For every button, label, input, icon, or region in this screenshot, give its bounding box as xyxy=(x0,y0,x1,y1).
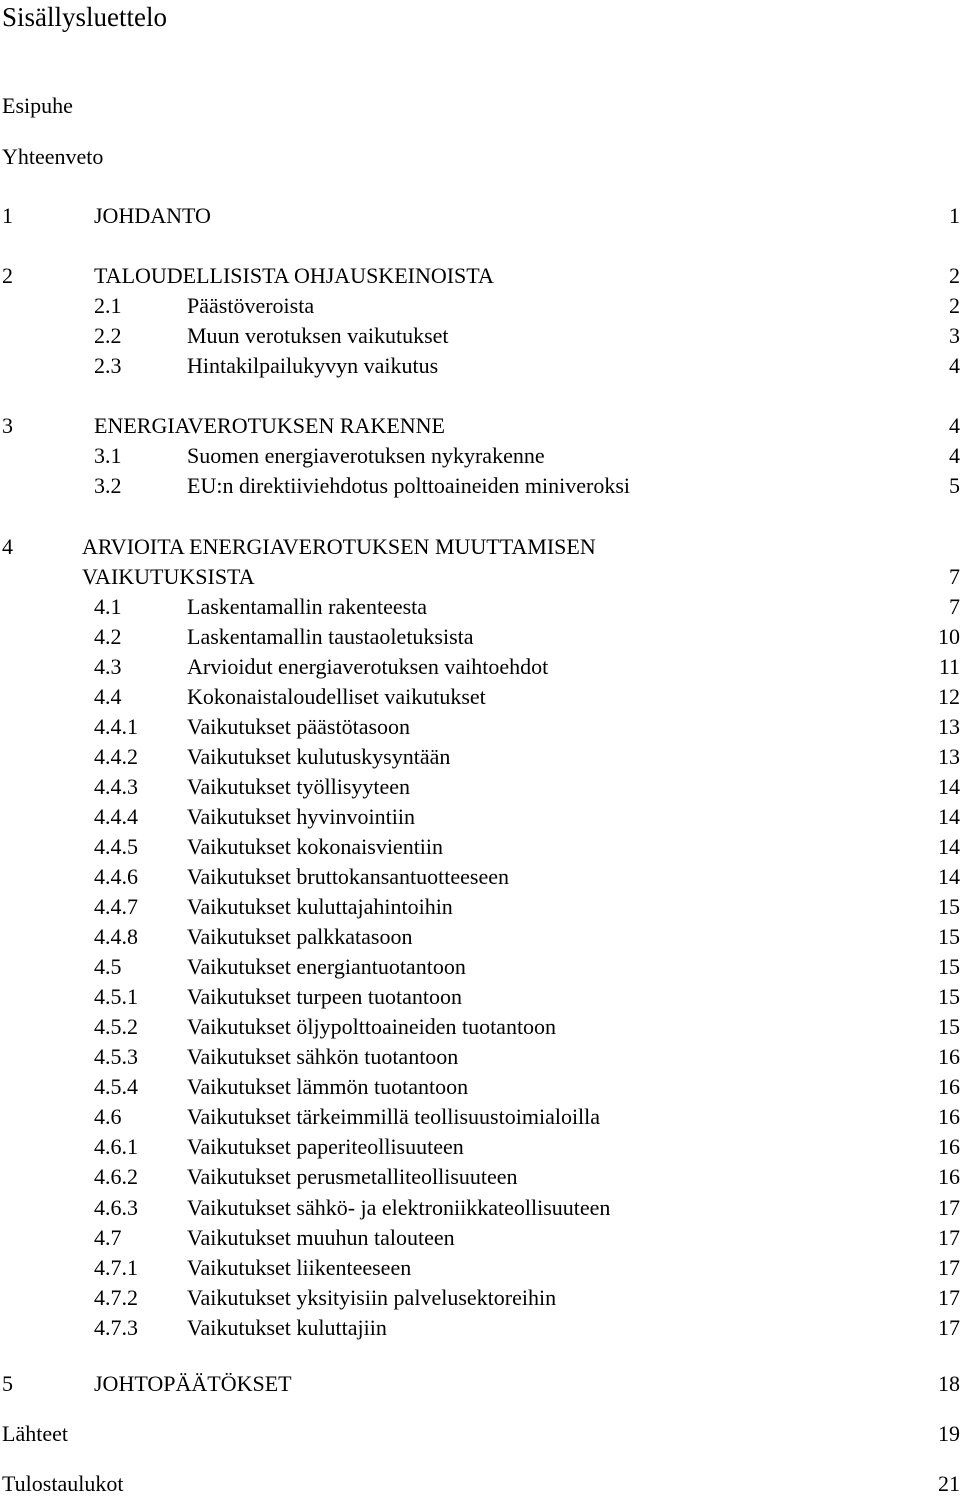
entry-page: 11 xyxy=(938,654,960,679)
entry-title: Kokonaistaloudelliset vaikutukset xyxy=(187,684,486,709)
toc-entry[interactable] xyxy=(0,742,960,772)
toc-front-item[interactable]: Yhteenveto xyxy=(2,144,104,169)
entry-page: 17 xyxy=(938,1285,960,1310)
toc-back-entry[interactable] xyxy=(0,1419,960,1449)
toc-entry[interactable] xyxy=(0,351,960,381)
entry-number: 4.7.2 xyxy=(94,1285,138,1310)
entry-title: Vaikutukset energiantuotantoon xyxy=(187,954,466,979)
entry-number: 4.4.6 xyxy=(94,864,138,889)
entry-number: 3.2 xyxy=(94,473,122,498)
toc-back-entry[interactable] xyxy=(0,1469,960,1499)
entry-page: 7 xyxy=(949,594,960,619)
entry-page: 13 xyxy=(938,744,960,769)
entry-number: 4.6.2 xyxy=(94,1164,138,1189)
entry-title: Vaikutukset perusmetalliteollisuuteen xyxy=(187,1164,518,1189)
entry-number: 2.3 xyxy=(94,353,122,378)
toc-entry[interactable] xyxy=(0,261,960,291)
entry-title: Vaikutukset hyvinvointiin xyxy=(187,804,415,829)
entry-title: Vaikutukset kulutuskysyntään xyxy=(187,744,451,769)
entry-number: 4.4.1 xyxy=(94,714,138,739)
entry-number: 4 xyxy=(2,534,13,559)
entry-title: Vaikutukset bruttokansantuotteeseen xyxy=(187,864,509,889)
entry-number: 4.7.1 xyxy=(94,1255,138,1280)
toc-entry[interactable] xyxy=(0,832,960,862)
entry-title: Vaikutukset kuluttajahintoihin xyxy=(187,894,453,919)
entry-number: 4.5.3 xyxy=(94,1044,138,1069)
entry-page: 5 xyxy=(949,473,960,498)
entry-number: 4.4 xyxy=(94,684,122,709)
entry-number: 2 xyxy=(2,263,13,288)
entry-page: 16 xyxy=(938,1074,960,1099)
toc-entry[interactable] xyxy=(0,321,960,351)
toc-entry[interactable] xyxy=(0,1042,960,1072)
entry-page: 19 xyxy=(938,1421,960,1446)
entry-page: 2 xyxy=(949,263,960,288)
toc-entry[interactable] xyxy=(0,1283,960,1313)
toc-entry[interactable] xyxy=(0,411,960,441)
toc-entry[interactable] xyxy=(0,1193,960,1223)
entry-page: 17 xyxy=(938,1255,960,1280)
entry-page: 17 xyxy=(938,1195,960,1220)
entry-number: 4.6.3 xyxy=(94,1195,138,1220)
entry-page: 12 xyxy=(938,684,960,709)
toc-entry[interactable] xyxy=(0,1132,960,1162)
entry-title: Tulostaulukot xyxy=(2,1471,124,1496)
entry-title: ARVIOITA ENERGIAVEROTUKSEN MUUTTAMISEN xyxy=(82,534,596,559)
entry-page: 15 xyxy=(938,984,960,1009)
entry-number: 4.7.3 xyxy=(94,1315,138,1340)
entry-number: 4.5.1 xyxy=(94,984,138,1009)
entry-number: 2.2 xyxy=(94,323,122,348)
entry-page: 10 xyxy=(938,624,960,649)
entry-page: 16 xyxy=(938,1134,960,1159)
entry-title: ENERGIAVEROTUKSEN RAKENNE xyxy=(94,413,445,438)
entry-title: Vaikutukset sähkö- ja elektroniikkateollisuuteen xyxy=(187,1195,611,1220)
toc-entry[interactable] xyxy=(0,892,960,922)
entry-title: Lähteet xyxy=(2,1421,68,1446)
entry-number: 4.4.3 xyxy=(94,774,138,799)
entry-number: 4.6.1 xyxy=(94,1134,138,1159)
entry-title: Hintakilpailukyvyn vaikutus xyxy=(187,353,439,378)
entry-page: 15 xyxy=(938,894,960,919)
entry-number: 4.6 xyxy=(94,1104,122,1129)
toc-entry[interactable] xyxy=(0,652,960,682)
entry-page: 16 xyxy=(938,1104,960,1129)
toc-front-item[interactable]: Esipuhe xyxy=(2,93,73,118)
toc-entry[interactable] xyxy=(0,682,960,712)
entry-page: 7 xyxy=(949,564,960,589)
entry-number: 4.4.5 xyxy=(94,834,138,859)
entry-number: 4.4.4 xyxy=(94,804,138,829)
entry-number: 3.1 xyxy=(94,443,122,468)
entry-page: 14 xyxy=(938,774,960,799)
entry-page: 13 xyxy=(938,714,960,739)
toc-entry[interactable] xyxy=(0,201,960,231)
toc-entry[interactable] xyxy=(0,1162,960,1192)
entry-title: Päästöveroista xyxy=(187,293,315,318)
entry-number: 4.4.8 xyxy=(94,924,138,949)
entry-number: 4.3 xyxy=(94,654,122,679)
toc-entry[interactable] xyxy=(0,471,960,501)
entry-page: 4 xyxy=(949,353,960,378)
entry-number: 1 xyxy=(2,203,13,228)
entry-title: Vaikutukset sähkön tuotantoon xyxy=(187,1044,459,1069)
toc-entry[interactable] xyxy=(0,1012,960,1042)
entry-page: 15 xyxy=(938,924,960,949)
entry-title: Vaikutukset työllisyyteen xyxy=(187,774,411,799)
toc-entry-continuation[interactable] xyxy=(0,562,960,592)
entry-page: 2 xyxy=(949,293,960,318)
entry-title: Vaikutukset päästötasoon xyxy=(187,714,411,739)
entry-title: Vaikutukset liikenteeseen xyxy=(187,1255,412,1280)
toc-entry[interactable] xyxy=(0,952,960,982)
toc-entry[interactable] xyxy=(0,1313,960,1343)
entry-number: 4.1 xyxy=(94,594,122,619)
toc-entry[interactable] xyxy=(0,592,960,622)
toc-entry[interactable] xyxy=(0,1369,960,1399)
entry-title: Arvioidut energiaverotuksen vaihtoehdot xyxy=(187,654,549,679)
toc-entry[interactable] xyxy=(0,802,960,832)
entry-title: Vaikutukset kokonaisvientiin xyxy=(187,834,444,859)
toc-entry[interactable] xyxy=(0,1072,960,1102)
entry-page: 21 xyxy=(938,1471,960,1496)
entry-number: 4.5.4 xyxy=(94,1074,138,1099)
entry-title: Vaikutukset kuluttajiin xyxy=(187,1315,387,1340)
entry-page: 17 xyxy=(938,1225,960,1250)
entry-title: Vaikutukset öljypolttoaineiden tuotantoon xyxy=(187,1014,557,1039)
entry-page: 16 xyxy=(938,1164,960,1189)
toc-entry[interactable] xyxy=(0,1223,960,1253)
entry-title: EU:n direktiiviehdotus polttoaineiden miniveroksi xyxy=(187,473,630,498)
entry-page: 14 xyxy=(938,804,960,829)
toc-title: Sisällysluettelo xyxy=(2,2,167,32)
toc-entry[interactable] xyxy=(0,982,960,1012)
entry-page: 15 xyxy=(938,1014,960,1039)
entry-page: 14 xyxy=(938,834,960,859)
entry-page: 3 xyxy=(949,323,960,348)
entry-title: Vaikutukset tärkeimmillä teollisuustoimialoilla xyxy=(187,1104,601,1129)
entry-page: 4 xyxy=(949,413,960,438)
entry-title: Vaikutukset lämmön tuotantoon xyxy=(187,1074,469,1099)
entry-number: 4.4.2 xyxy=(94,744,138,769)
entry-title: Laskentamallin taustaoletuksista xyxy=(187,624,474,649)
entry-title: Vaikutukset muuhun talouteen xyxy=(187,1225,455,1250)
toc-entry[interactable] xyxy=(0,1253,960,1283)
entry-page: 14 xyxy=(938,864,960,889)
toc-entry[interactable] xyxy=(0,712,960,742)
entry-page: 4 xyxy=(949,443,960,468)
entry-number: 4.7 xyxy=(94,1225,122,1250)
toc-entry[interactable] xyxy=(0,862,960,892)
toc-entry[interactable] xyxy=(0,772,960,802)
entry-title: Laskentamallin rakenteesta xyxy=(187,594,428,619)
entry-page: 16 xyxy=(938,1044,960,1069)
entry-page: 1 xyxy=(949,203,960,228)
entry-number: 3 xyxy=(2,413,13,438)
entry-number: 4.4.7 xyxy=(94,894,138,919)
toc-entry[interactable] xyxy=(0,291,960,321)
entry-title: Muun verotuksen vaikutukset xyxy=(187,323,449,348)
entry-title: VAIKUTUKSISTA xyxy=(82,564,255,589)
toc-entry[interactable] xyxy=(0,532,960,562)
entry-page: 17 xyxy=(938,1315,960,1340)
entry-title: Vaikutukset yksityisiin palvelusektoreihin xyxy=(187,1285,557,1310)
toc-entry[interactable] xyxy=(0,1102,960,1132)
entry-number: 4.5 xyxy=(94,954,122,979)
entry-title: JOHTOPÄÄTÖKSET xyxy=(94,1371,292,1396)
entry-title: Vaikutukset turpeen tuotantoon xyxy=(187,984,462,1009)
entry-page: 18 xyxy=(938,1371,960,1396)
toc-entry[interactable] xyxy=(0,441,960,471)
entry-title: Vaikutukset palkkatasoon xyxy=(187,924,413,949)
entry-number: 5 xyxy=(2,1371,13,1396)
entry-title: JOHDANTO xyxy=(94,203,211,228)
toc-entry[interactable] xyxy=(0,922,960,952)
toc-entry[interactable] xyxy=(0,622,960,652)
entry-number: 2.1 xyxy=(94,293,122,318)
entry-title: Suomen energiaverotuksen nykyrakenne xyxy=(187,443,545,468)
entry-page: 15 xyxy=(938,954,960,979)
entry-number: 4.5.2 xyxy=(94,1014,138,1039)
entry-title: TALOUDELLISISTA OHJAUSKEINOISTA xyxy=(94,263,494,288)
entry-number: 4.2 xyxy=(94,624,122,649)
entry-title: Vaikutukset paperiteollisuuteen xyxy=(187,1134,464,1159)
